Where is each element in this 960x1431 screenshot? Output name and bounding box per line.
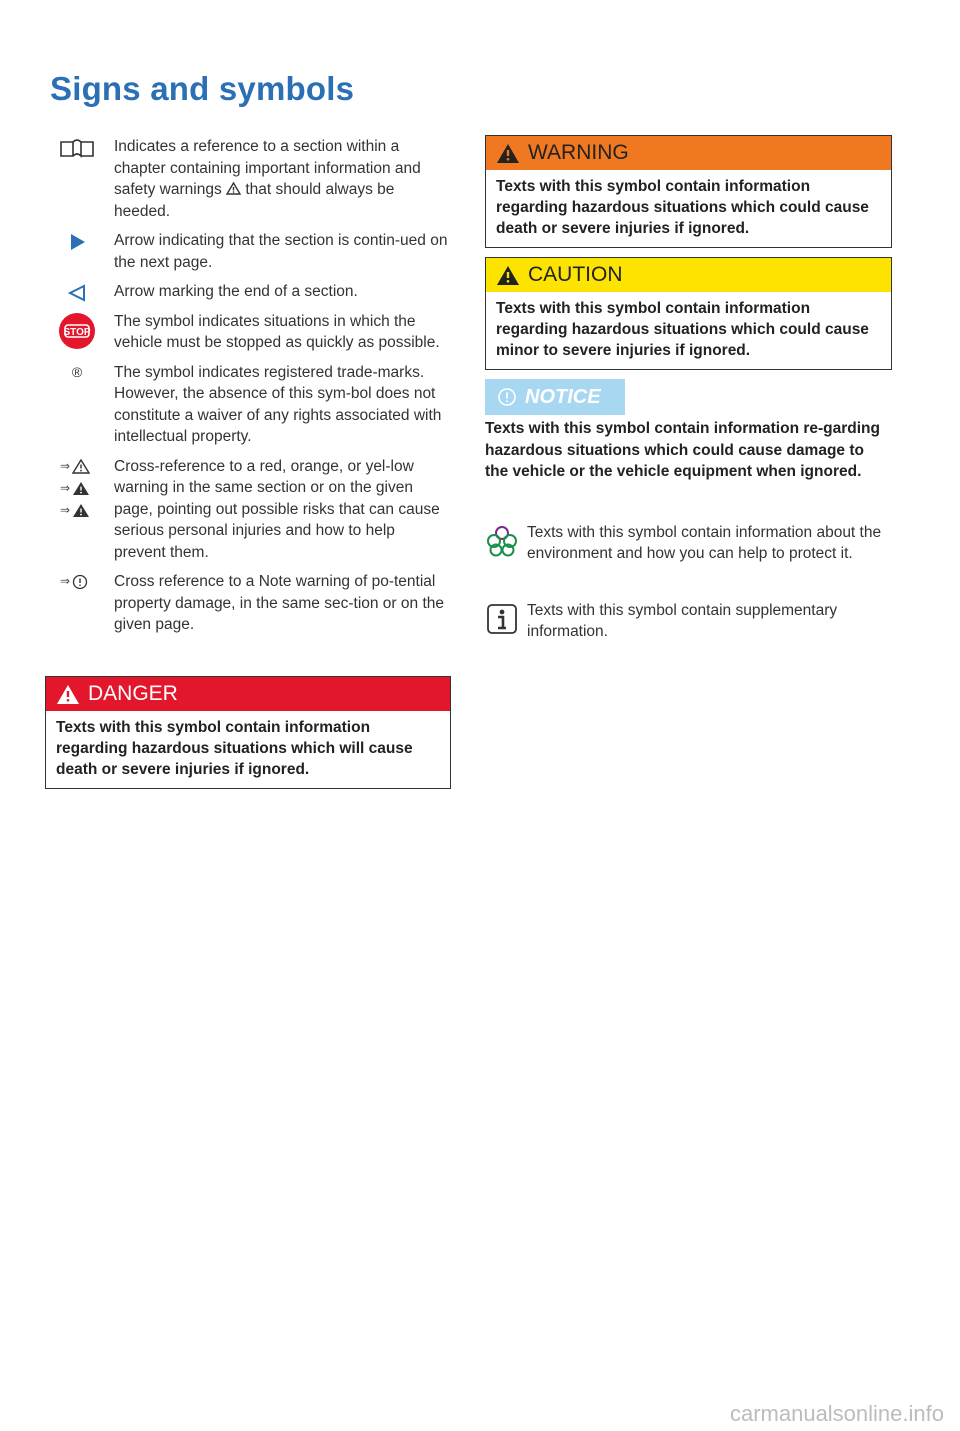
danger-text: Texts with this symbol contain information regarding hazardous situations which will cause death or severe injuries if ignored. bbox=[56, 719, 413, 778]
arrow-left-outline-icon bbox=[48, 281, 106, 305]
arrow-right-filled-icon bbox=[48, 230, 106, 254]
environment-text: Texts with this symbol contain information about the environment and how you can help to protect it. bbox=[527, 524, 882, 562]
registered-mark-icon: ® bbox=[71, 363, 83, 380]
svg-text:STOP: STOP bbox=[63, 326, 91, 338]
caution-label: CAUTION bbox=[528, 263, 623, 286]
notice-badge bbox=[485, 379, 625, 415]
xref-warning-text: Cross-reference to a red, orange, or yel-low warning in the same section or on the given page, pointing out possible risks that can cause serious personal injuries and how to help prevent them. bbox=[114, 457, 440, 561]
xref-yellow-warning-icon: ⇒ bbox=[60, 500, 110, 522]
symbol-row-reference bbox=[48, 136, 450, 222]
symbol-text: Indicates a reference to a section within a chapter containing important information and safety warnings bbox=[114, 138, 421, 198]
info-text: Texts with this symbol contain supplementary information. bbox=[527, 602, 838, 640]
xref-note-icon: ⇒ bbox=[60, 571, 110, 593]
caution-box bbox=[485, 257, 892, 370]
symbol-text: The symbol indicates situations in which the vehicle must be stopped as quickly as possible. bbox=[114, 312, 440, 351]
xref-red-warning-icon: ⇒ bbox=[60, 456, 110, 478]
xref-note-text: Cross reference to a Note warning of po-tential property damage, in the same sec-tion or on the given page. bbox=[114, 573, 444, 633]
warning-label: WARNING bbox=[528, 141, 629, 164]
notice-label: NOTICE bbox=[525, 385, 601, 408]
xref-orange-warning-icon: ⇒ bbox=[60, 478, 110, 500]
symbol-row-continue-arrow bbox=[48, 230, 450, 273]
warning-triangle-icon bbox=[56, 684, 80, 705]
warning-triangle-icon bbox=[496, 265, 520, 286]
symbol-row-registered bbox=[48, 362, 450, 448]
stop-sign-icon bbox=[48, 311, 106, 351]
symbol-text: Arrow indicating that the section is contin-ued on the next page. bbox=[114, 232, 448, 271]
watermark: carmanualsonline.info bbox=[729, 1401, 944, 1426]
xref-warning-row bbox=[48, 456, 450, 564]
symbol-text: The symbol indicates registered trade-marks. However, the absence of this sym-bol does not constitute a waiver of any rights associated with intellectual property. bbox=[114, 363, 442, 445]
warning-text: Texts with this symbol contain information regarding hazardous situations which could cause death or severe injuries if ignored. bbox=[496, 178, 869, 237]
xref-note-row bbox=[48, 571, 450, 636]
danger-label: DANGER bbox=[88, 682, 178, 705]
notice-circle-icon bbox=[497, 387, 517, 407]
caution-header bbox=[486, 258, 891, 292]
environment-note bbox=[485, 522, 890, 564]
danger-box bbox=[45, 676, 451, 789]
notice-text: Texts with this symbol contain information re-garding hazardous situations which could cause damage to the vehicle or the vehicle equipment when ignored. bbox=[485, 420, 880, 480]
book-reference-icon bbox=[48, 136, 106, 162]
symbol-list bbox=[48, 136, 450, 644]
info-note bbox=[485, 600, 890, 642]
danger-header bbox=[46, 677, 450, 711]
warning-triangle-icon bbox=[496, 143, 520, 164]
info-icon bbox=[485, 602, 519, 636]
caution-text: Texts with this symbol contain information regarding hazardous situations which could cause minor to severe injuries if ignored. bbox=[496, 300, 869, 359]
symbol-row-end-arrow bbox=[48, 281, 450, 303]
symbol-row-stop bbox=[48, 311, 450, 354]
warning-box bbox=[485, 135, 892, 248]
page-title: Signs and symbols bbox=[50, 70, 355, 107]
environment-flower-icon bbox=[485, 524, 519, 558]
warning-triangle-icon bbox=[226, 182, 241, 195]
symbol-text-continued: that should always be heeded. bbox=[114, 181, 395, 220]
symbol-text: Arrow marking the end of a section. bbox=[114, 283, 358, 300]
warning-header bbox=[486, 136, 891, 170]
